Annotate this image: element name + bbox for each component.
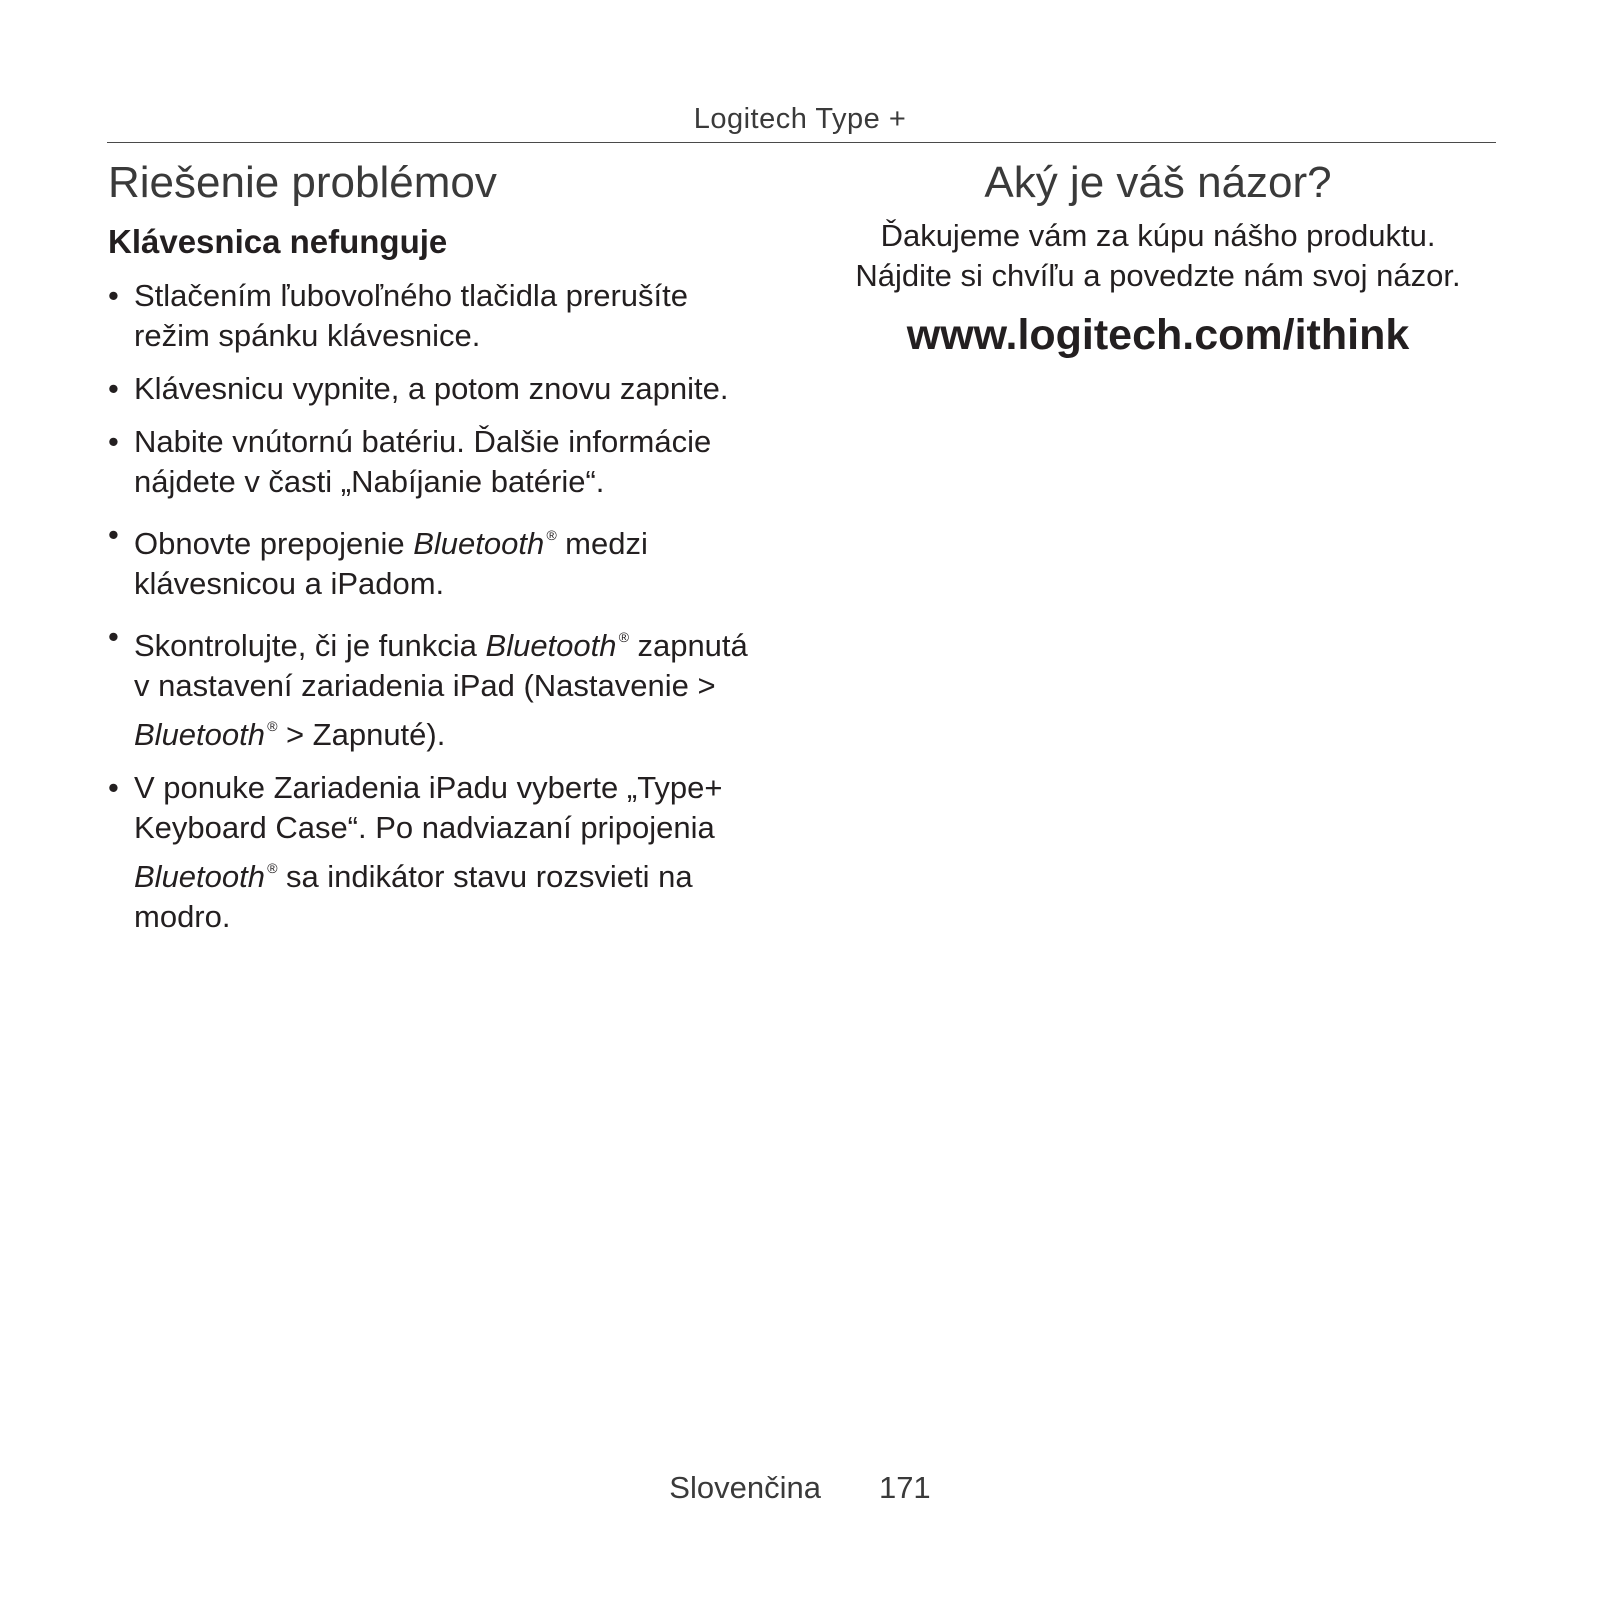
feedback-line-2: Nájdite si chvíľu a povedzte nám svoj názor. (855, 258, 1461, 293)
list-item (108, 617, 768, 755)
bluetooth-brand-text: Bluetooth (134, 717, 265, 752)
list-item-text-end: sa indikátor stavu rozsvieti na modro. (134, 859, 693, 934)
document-header-title: Logitech Type + (693, 103, 907, 135)
feedback-line-1: Ďakujeme vám za kúpu nášho produktu. (880, 218, 1436, 253)
footer-language: Slovenčina (669, 1470, 821, 1505)
list-item-text-middle: zapnutá v nastavení zariadenia iPad (Nastavenie > (134, 628, 748, 703)
bluetooth-brand-text: Bluetooth (485, 628, 617, 663)
list-item-text-start: Skontrolujte, či je funkcia (134, 628, 486, 663)
registered-mark: ® (546, 527, 557, 543)
list-item (108, 422, 768, 502)
page-footer (0, 1470, 1600, 1506)
feedback-text (820, 216, 1496, 296)
troubleshooting-heading: Riešenie problémov (108, 158, 497, 207)
bullet-marker: • (108, 517, 119, 552)
bluetooth-brand-text: Bluetooth (413, 526, 545, 561)
list-item-text-end: medzi klávesnicou a iPadom. (134, 526, 648, 601)
bullet-marker: • (108, 770, 119, 805)
bullet-marker: • (108, 619, 119, 654)
registered-mark: ® (267, 718, 278, 734)
bullet-marker: • (108, 424, 119, 459)
list-item (108, 276, 768, 356)
list-item-text-start: V ponuke Zariadenia iPadu vyberte „Type+ Keyboard Case“. Po nadviazaní pripojenia (134, 770, 723, 845)
header-divider (107, 142, 1496, 143)
bullet-marker: • (108, 371, 119, 406)
list-item-text: Klávesnicu vypnite, a potom znovu zapnite. (134, 371, 729, 406)
page-number: 171 (878, 1470, 931, 1505)
bullet-marker: • (108, 278, 119, 313)
list-item (108, 369, 768, 409)
troubleshooting-list (108, 276, 768, 937)
list-item-text-start: Obnovte prepojenie (134, 526, 414, 561)
feedback-url-link[interactable]: www.logitech.com/ithink (906, 311, 1410, 359)
bluetooth-brand-text: Bluetooth (134, 859, 265, 894)
registered-mark: ® (267, 860, 278, 876)
list-item-text-end: > Zapnuté). (277, 717, 446, 752)
registered-mark: ® (618, 629, 629, 645)
list-item-text: Stlačením ľubovoľného tlačidla prerušíte režim spánku klávesnice. (134, 278, 689, 353)
list-item (108, 515, 768, 604)
list-item-text: Nabite vnútornú batériu. Ďalšie informácie nájdete v časti „Nabíjanie batérie“. (134, 424, 712, 499)
feedback-heading: Aký je váš názor? (984, 158, 1332, 207)
troubleshooting-section (108, 152, 768, 950)
list-item (108, 768, 768, 937)
feedback-section (820, 152, 1496, 362)
keyboard-not-working-subheading: Klávesnica nefunguje (108, 223, 448, 260)
